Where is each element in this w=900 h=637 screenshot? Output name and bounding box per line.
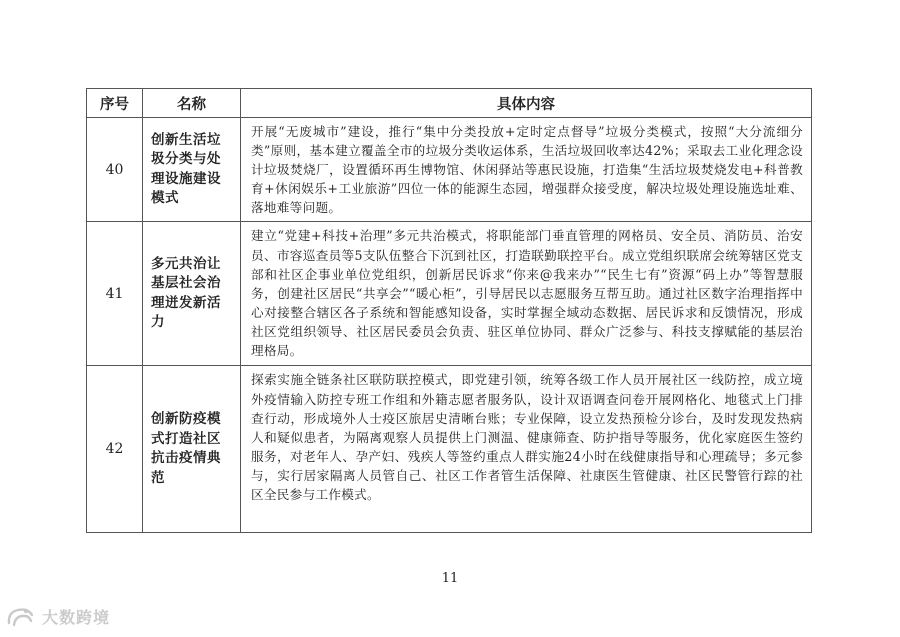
row-name: 多元共治让基层社会治理迸发新活力 xyxy=(143,222,241,366)
row-name: 创新生活垃圾分类与处理设施建设模式 xyxy=(143,118,241,222)
watermark-logo-icon xyxy=(6,606,36,628)
row-content: 开展“无废城市”建设，推行“集中分类投放+定时定点督导”垃圾分类模式，按照“大分流细分类”原则，基本建立覆盖全市的垃圾分类收运体系，生活垃圾回收率达42%；采取去工业化理念设计垃圾焚烧厂，设置循环再生博物馆、休闲驿站等惠民设施，打造集“生活垃圾焚烧发电+科普教育+休闲娱乐+工业旅游”四位一体的能源生态园，增强群众接受度，解决垃圾处理设施选址难、落地难等问题。 xyxy=(241,118,812,222)
row-number: 41 xyxy=(87,222,143,366)
table-row xyxy=(87,366,812,533)
row-content: 探索实施全链条社区联防联控模式，即党建引领，统筹各级工作人员开展社区一线防控，成立境外疫情输入防控专班工作组和外籍志愿者服务队，设计双语调查问卷开展网格化、地毯式上门排查行动，形成境外人士疫区旅居史清晰台账；专业保障，设立发热预检分诊台，及时发现发热病人和疑似患者，为隔离观察人员提供上门测温、健康筛查、防护指导等服务，优化家庭医生签约服务，对老年人、孕产妇、残疾人等签约重点人群实施24小时在线健康指导和心理疏导；多元参与，实行居家隔离人员管自己、社区工作者管生活保障、社康医生管健康、社区民警管行踪的社区全民参与工作模式。 xyxy=(241,366,812,533)
watermark-text: 大数跨境 xyxy=(42,608,111,627)
page-number: 11 xyxy=(441,571,459,586)
row-number: 42 xyxy=(87,366,143,533)
header-content: 具体内容 xyxy=(241,89,812,118)
table-row xyxy=(87,222,812,366)
row-number: 40 xyxy=(87,118,143,222)
header-name: 名称 xyxy=(143,89,241,118)
table-row xyxy=(87,118,812,222)
content-table xyxy=(86,88,812,533)
row-name: 创新防疫模式打造社区抗击疫情典范 xyxy=(143,366,241,533)
watermark xyxy=(6,605,110,628)
table-header-row xyxy=(87,89,812,118)
header-no: 序号 xyxy=(87,89,143,118)
row-content: 建立“党建+科技+治理”多元共治模式，将职能部门垂直管理的网格员、安全员、消防员、治安员、市容巡查员等5支队伍整合下沉到社区，打造联勤联控平台。成立党组织联席会统筹辖区党支部和社区企事业单位党组织，创新居民诉求“你来@我来办”“民生七有”资源“码上办”等智慧服务，创建社区居民“共享会”“暖心柜”，引导居民以志愿服务互帮互助。通过社区数字治理指挥中心对接整合辖区各子系统和智能感知设备，实时掌握全域动态数据、居民诉求和反馈情况，形成社区党组织领导、社区居民委员会负责、驻区单位协同、群众广泛参与、科技支撑赋能的基层治理格局。 xyxy=(241,222,812,366)
